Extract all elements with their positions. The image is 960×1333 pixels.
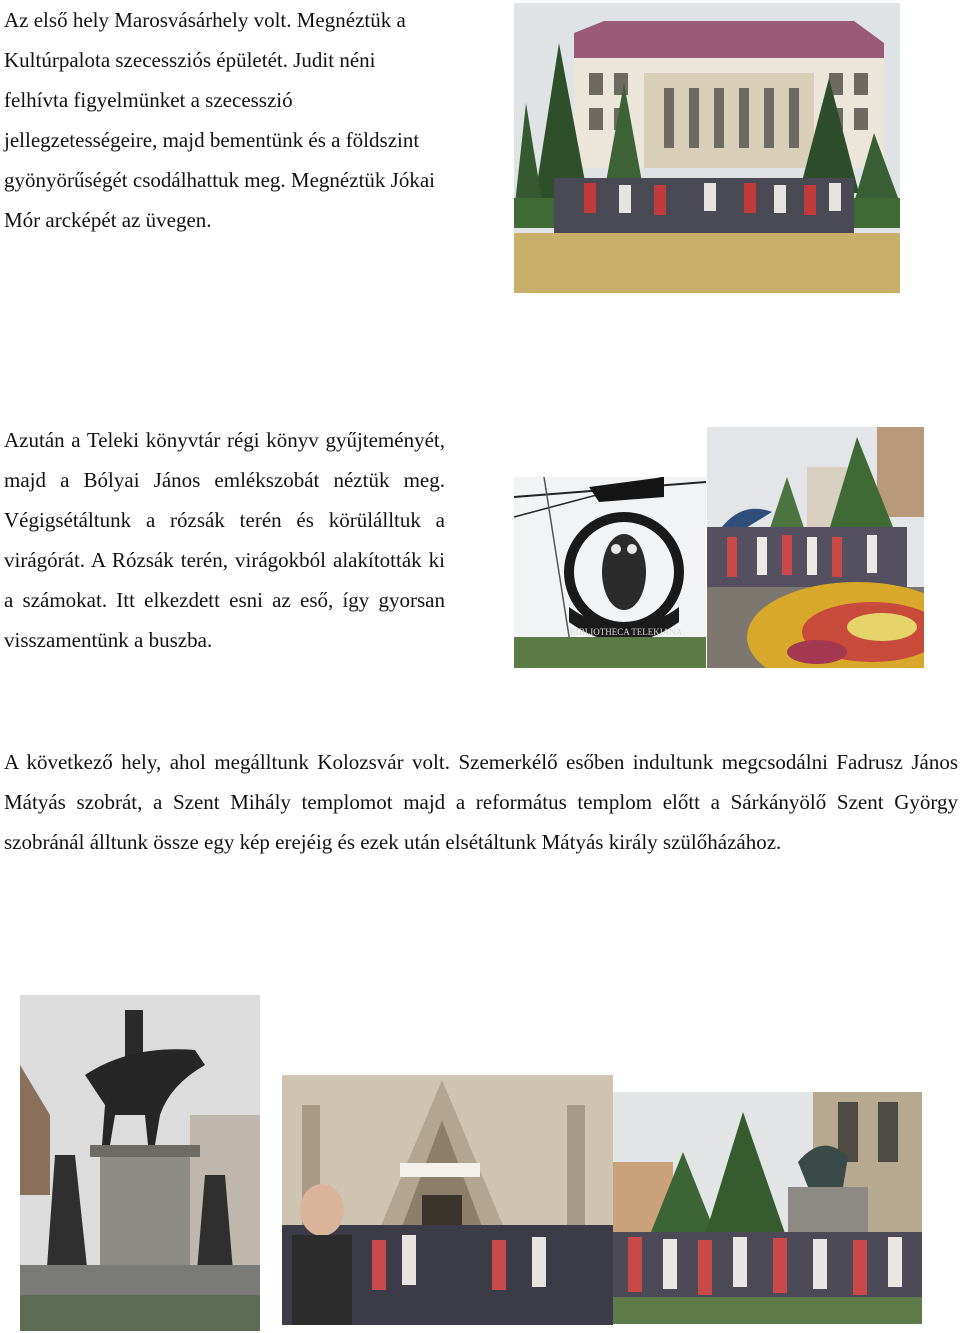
paragraph-kolozsvar: A következő hely, ahol megálltunk Kolozsvár volt. Szemerkélő esőben indultunk megcsodálni Fadrusz János Mátyás szobrát, a Szent Mihály templomot majd a református templom előtt a Sárkányölő Szent György szobránál álltunk össze egy kép erejéig és ezek után elsétáltunk Mátyás király szülőházához. [4, 750, 958, 854]
paragraph-teleki-library: Azután a Teleki könyvtár régi könyv gyűjteményét, majd a Bólyai János emlékszobát néztük meg. Végigsétáltunk a rózsák terén és körülálltuk a virágórát. A Rózsák terén, virágokból alakították ki a számokat. Itt elkezdett esni az eső, így gyorsan visszamentünk a buszba. [4, 428, 445, 652]
photo-st-george-statue-group [613, 1092, 922, 1324]
photo-culture-palace-group [514, 3, 900, 293]
library-sign-text: BIBLIOTHECA TELEKIANA [569, 627, 683, 637]
paragraph-marosvasarhely: Az első hely Marosvásárhely volt. Megnéztük a Kultúrpalota szecessziós épületét. Judit néni felhívta figyelmünket a szecesszió jellegzetességeire, majd bementünk és a földszint gyönyörűségét csodálhattuk meg. Megnéztük Jókai Mór arcképét az üvegen. [4, 8, 435, 232]
photo-st-michael-church [282, 1075, 613, 1325]
photo-matthias-statue [20, 995, 260, 1331]
photo-teleki-library-sign [514, 477, 706, 668]
photo-flower-clock-group [707, 427, 924, 668]
